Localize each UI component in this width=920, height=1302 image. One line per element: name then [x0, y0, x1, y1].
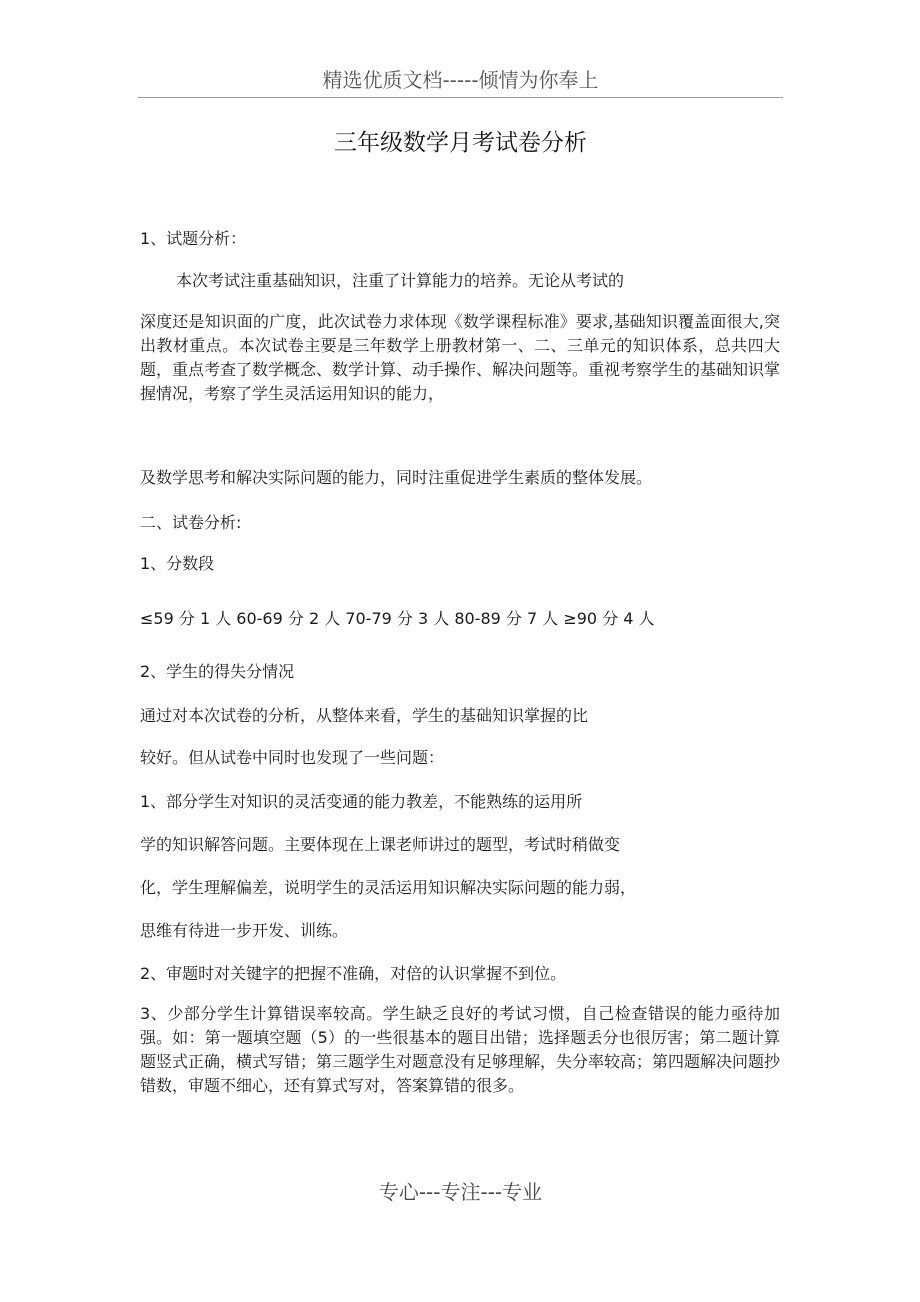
- problem-item-1-line: 化，学生理解偏差，说明学生的灵活运用知识解决实际问题的能力弱，: [140, 878, 637, 897]
- header-divider: [138, 97, 783, 98]
- document-title: 三年级数学月考试卷分析: [334, 130, 587, 156]
- paragraph-line: 及数学思考和解决实际问题的能力，同时注重促进学生素质的整体发展。: [140, 468, 653, 487]
- section-heading-paper-analysis: 二、试卷分析:: [140, 513, 242, 532]
- problem-item-1-line: 思维有待进一步开发、训练。: [140, 921, 349, 940]
- page-footer: 专心---专注---专业: [378, 1180, 543, 1204]
- problem-item-3: 3、少部分学生计算错误率较高。学生缺乏良好的考试习惯，自己检查错误的能力亟待加强。如：第一题填空题（5）的一些很基本的题目出错；选择题丢分也很厉害；第二题计算题竖式正确，横式写错；第三题学生对题意没有足够理解，失分率较高；第四题解决问题抄错数，审题不细心，还有算式写对，答案算错的很多。: [140, 1004, 781, 1095]
- subheading-score-range: 1、分数段: [140, 554, 215, 573]
- paragraph-line: 本次考试注重基础知识，注重了计算能力的培养。无论从考试的: [176, 271, 625, 290]
- problem-item-2: 2、审题时对关键字的把握不准确，对倍的认识掌握不到位。: [140, 964, 567, 983]
- section-heading-question-analysis: 1、试题分析：: [140, 229, 247, 248]
- subheading-gains-losses: 2、学生的得失分情况: [140, 662, 295, 681]
- paragraph-line: 较好。但从试卷中同时也发现了一些问题：: [140, 748, 445, 767]
- problem-item-1-line: 学的知识解答问题。主要体现在上课老师讲过的题型，考试时稍做变: [140, 835, 621, 854]
- problem-item-1-line: 1、部分学生对知识的灵活变通的能力教差，不能熟练的运用所: [140, 792, 583, 811]
- page-header: 精选优质文档-----倾情为你奉上: [322, 68, 599, 92]
- paragraph-block: 深度还是知识面的广度，此次试卷力求体现《数学课程标准》要求,基础知识覆盖面很大,突出教材重点。本次试卷主要是三年数学上册教材第一、二、三单元的知识体系，总共四大题，重点考查了数学概念、数学计算、动手操作、解决问题等。重视考察学生的基础知识掌握情况，考察了学生灵活运用知识的能力，: [140, 312, 781, 403]
- score-distribution-line: ≤59 分 1 人 60-69 分 2 人 70-79 分 3 人 80-89 分 7 人 ≥90 分 4 人: [140, 609, 655, 628]
- paragraph-line: 通过对本次试卷的分析，从整体来看，学生的基础知识掌握的比: [140, 706, 589, 725]
